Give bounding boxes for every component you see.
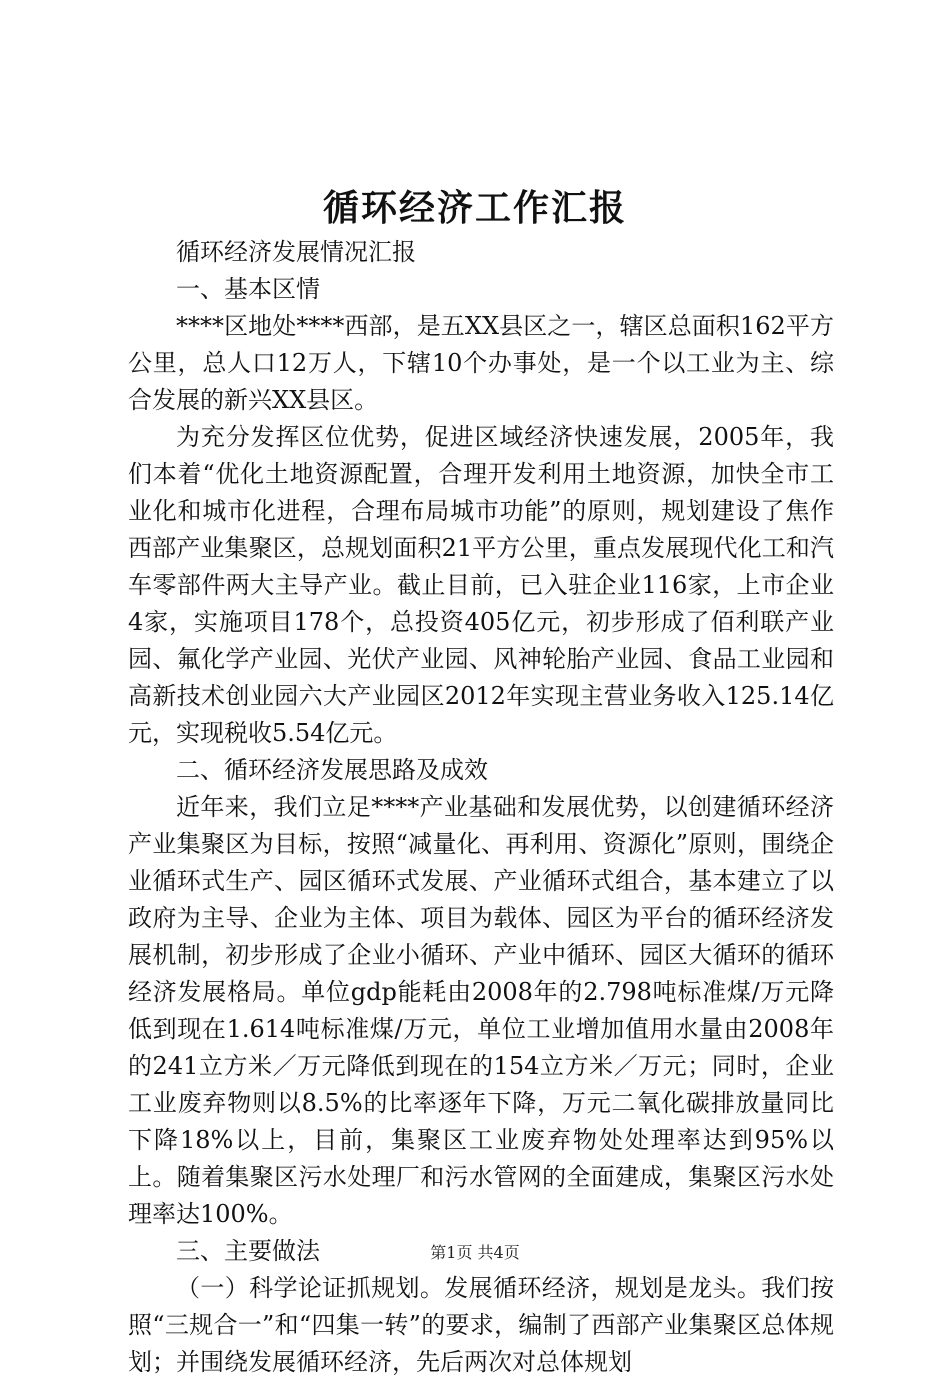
page-number-footer: 第1页 共4页 — [430, 1243, 520, 1262]
paragraph-4: （一）科学论证抓规划。发展循环经济，规划是龙头。我们按照“三规合一”和“四集一转”的要求，编制了西部产业集聚区总体规划；并围绕发展循环经济，先后两次对总体规划 — [128, 1274, 834, 1376]
paragraph-subtitle: 循环经济发展情况汇报 — [176, 238, 416, 266]
paragraph-1: ****区地处****西部，是五XX县区之一，辖区总面积162平方公里，总人口12万人，下辖10个办事处，是一个以工业为主、综合发展的新兴XX县区。 — [128, 312, 834, 414]
document-title: 循环经济工作汇报 — [322, 187, 627, 229]
paragraph-heading-2: 二、循环经济发展思路及成效 — [176, 756, 488, 784]
document-body — [128, 234, 834, 1381]
paragraph-heading-1: 一、基本区情 — [176, 275, 320, 303]
paragraph-3: 近年来，我们立足****产业基础和发展优势，以创建循环经济产业集聚区为目标，按照“减量化、再利用、资源化”原则，围绕企业循环式生产、园区循环式发展、产业循环式组合，基本建立了以政府为主导、企业为主体、项目为载体、园区为平台的循环经济发展机制，初步形成了企业小循环、产业中循环、园区大循环的循环经济发展格局。单位gdp能耗由2008年的2.798吨标准煤/万元降低到现在1.614吨标准煤/万元，单位工业增加值用水量由2008年的241立方米／万元降低到现在的154立方米／万元；同时，企业工业废弃物则以8.5%的比率逐年下降，万元二氧化碳排放量同比下降18%以上，目前，集聚区工业废弃物处处理率达到95%以上。随着集聚区污水处理厂和污水管网的全面建成，集聚区污水处理率达100%。 — [128, 793, 834, 1228]
paragraph-heading-3: 三、主要做法 — [176, 1237, 320, 1265]
paragraph-2: 为充分发挥区位优势，促进区域经济快速发展，2005年，我们本着“优化土地资源配置，合理开发利用土地资源，加快全市工业化和城市化进程，合理布局城市功能”的原则，规划建设了焦作西部产业集聚区，总规划面积21平方公里，重点发展现代化工和汽车零部件两大主导产业。截止目前，已入驻企业116家，上市企业4家，实施项目178个，总投资405亿元，初步形成了佰利联产业园、氟化学产业园、光伏产业园、风神轮胎产业园、食品工业园和高新技术创业园六大产业园区2012年实现主营业务收入125.14亿元，实现税收5.54亿元。 — [128, 423, 834, 747]
